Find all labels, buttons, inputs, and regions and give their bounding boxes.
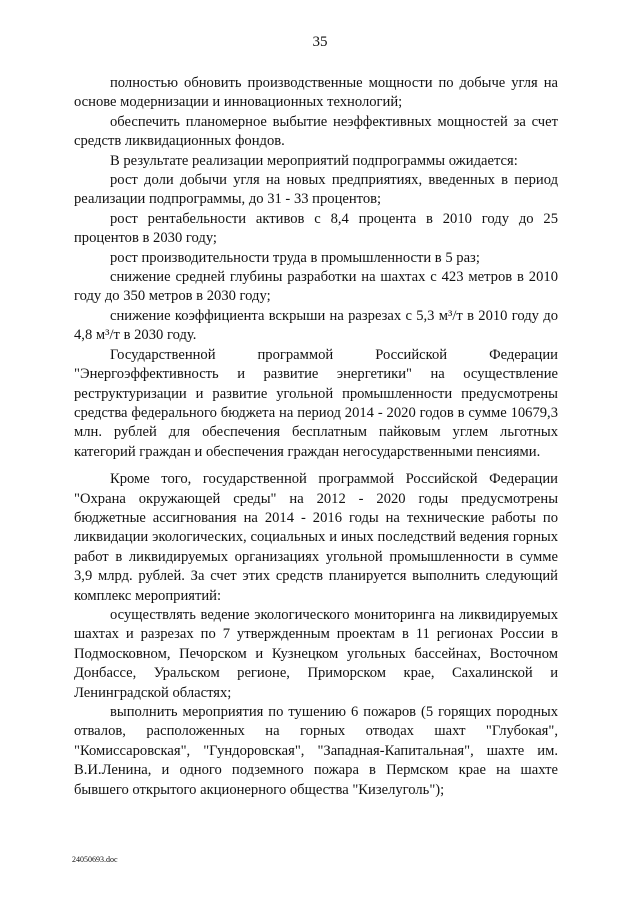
paragraph: Государственной программой Российской Федерации "Энергоэффективность и развитие энергетики" на осуществление реструктуризации и развитие угольной промышленности предусмотрены средства федерального бюджета на период 2014 - 2020 годов в сумме 10679,3 млн. рублей для обеспечения бесплатным пайковым углем льготных категорий граждан и обеспечения граждан негосударственными пенсиями. <box>74 346 558 460</box>
paragraph: рост рентабельности активов с 8,4 процента в 2010 году до 25 процентов в 2030 году; <box>74 210 558 247</box>
paragraph: В результате реализации мероприятий подпрограммы ожидается: <box>110 152 518 169</box>
paragraph: осуществлять ведение экологического мониторинга на ликвидируемых шахтах и разрезах по 7 утвержденным проектам в 11 регионах России в Подмосковном, Печорском и Кузнецком угольных бассейнах, Восточном Донбассе, Уральском регионе, Приморском крае, Сахалинской и Ленинградской областях; <box>74 606 558 701</box>
paragraph: обеспечить планомерное выбытие неэффективных мощностей за счет средств ликвидационных фондов. <box>74 113 558 150</box>
paragraph: выполнить мероприятия по тушению 6 пожаров (5 горящих породных отвалов, расположенных на горных отводах шахт "Глубокая", "Комиссаровская", "Гундоровская", "Западная-Капитальная", шахте им. В.И.Ленина, и одного подземного пожара в Пермском крае на шахте бывшего открытого акционерного общества "Кизелуголь"); <box>74 704 558 798</box>
paragraph: снижение средней глубины разработки на шахтах с 423 метров в 2010 году до 350 метров в 2030 году; <box>74 269 558 305</box>
paragraph: рост доли добычи угля на новых предприятиях, введенных в период реализации подпрограммы, до 31 - 33 процентов; <box>74 172 558 208</box>
paragraph: полностью обновить производственные мощности по добыче угля на основе модернизации и инновационных технологий; <box>74 75 558 111</box>
paragraph: Кроме того, государственной программой Российской Федерации "Охрана окружающей среды" на 2012 - 2020 годы предусмотрены бюджетные ассигнования на 2014 - 2016 годы на технические работы по ликвидации экологических, социальных и иных последствий ведения горных работ в ликвидируемых организациях угольной промышленности в сумме 3,9 млрд. рублей. За счет этих средств планируется выполнить следующий комплекс мероприятий: <box>74 471 558 604</box>
document-footer: 24050693.doc <box>72 855 118 864</box>
paragraph: рост производительности труда в промышленности в 5 раз; <box>110 249 480 266</box>
document-body <box>74 74 558 800</box>
page-number: 35 <box>312 34 328 50</box>
paragraph: снижение коэффициента вскрыши на разрезах с 5,3 м³/т в 2010 году до 4,8 м³/т в 2030 году. <box>74 307 558 344</box>
